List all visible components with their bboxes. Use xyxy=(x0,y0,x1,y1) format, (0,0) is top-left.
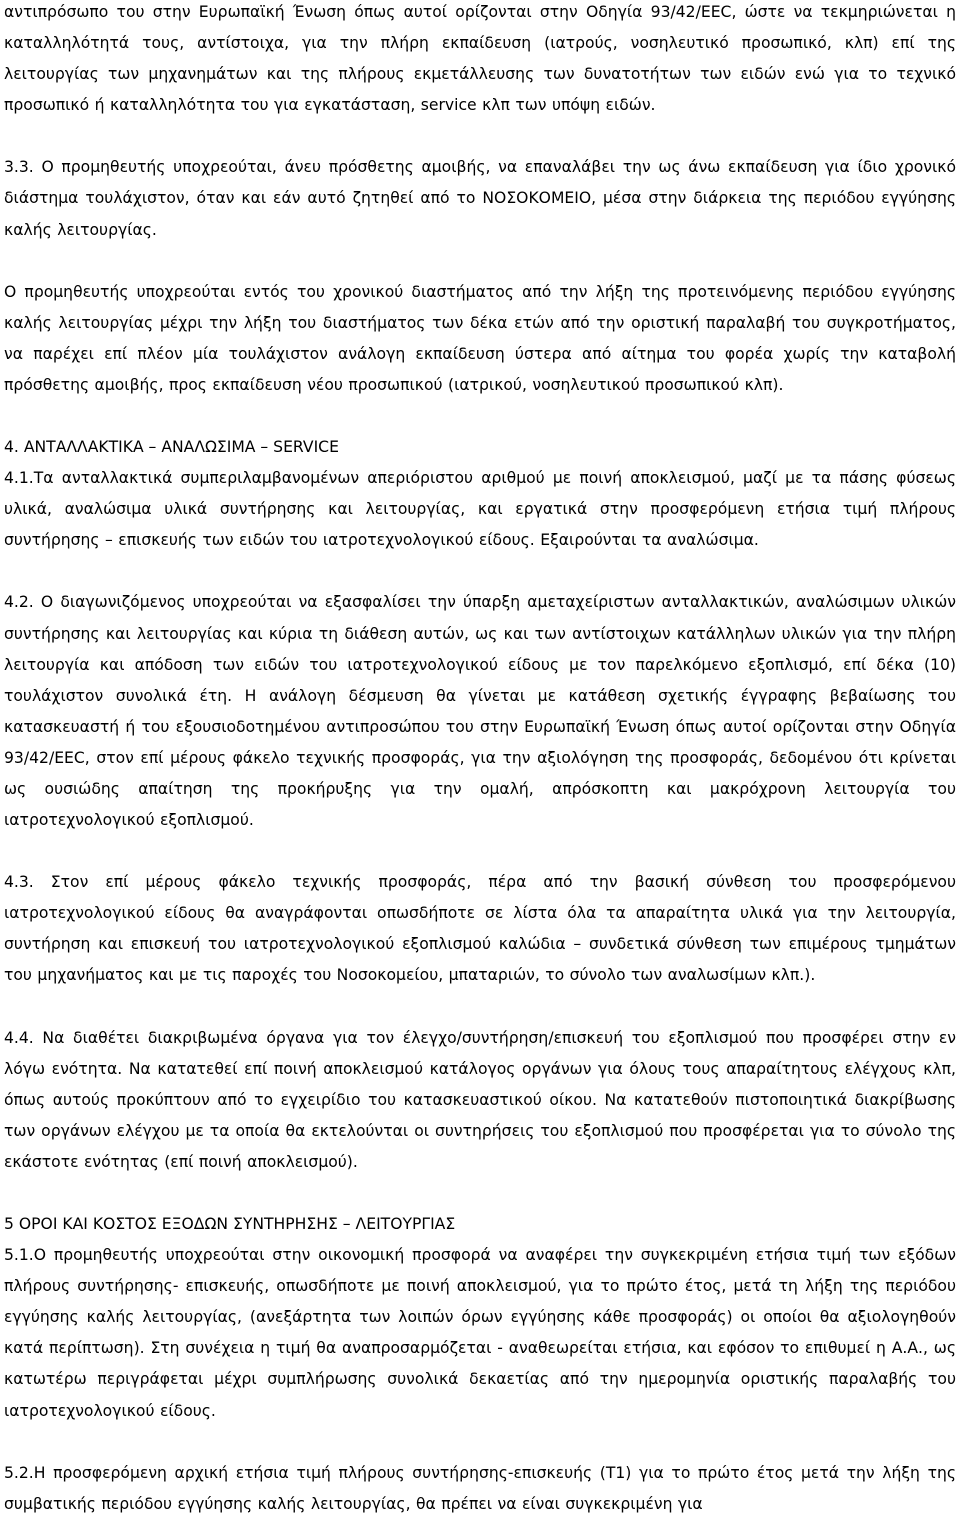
section-5-heading: 5 ΟΡΟΙ ΚΑΙ ΚΟΣΤΟΣ ΕΞΟΔΩΝ ΣΥΝΤΗΡΗΣΗΣ – ΛΕΙΤΟΥΡΓΙΑΣ xyxy=(4,1215,456,1233)
paragraph-4-3: 4.3. Στον επί μέρους φάκελο τεχνικής προσφοράς, πέρα από την βασική σύνθεση του προσφερόμενου ιατροτεχνολογικού είδους θα αναγράφονται οπωσδήποτε σε λίστα όλα τα απαραίτητα υλικά για την λειτουργία, συντήρηση και επισκευή του ιατροτεχνολογικού εξοπλισμού καλώδια – συνδετικά σύνθεση των επιμέρους τμημάτων του μηχανήματος και με τις παροχές του Νοσοκομείου, μπαταριών, το σύνολο των αναλωσίμων κλπ.). xyxy=(4,873,956,985)
paragraph-spacer xyxy=(4,246,956,277)
paragraph-supplier-training: Ο προμηθευτής υποχρεούται εντός του χρονικού διαστήματος από την λήξη της προτεινόμενης περιόδου εγγύησης καλής λειτουργίας μέχρι την λήξη του διαστήματος των δέκα ετών από την οριστική παραλαβή του συγκροτήματος, να παρέχει επί πλέον μία τουλάχιστον ανάλογη εκπαίδευση ύστερα από αίτημα του φορέα χωρίς την καταβολή πρόσθετης αμοιβής, προς εκπαίδευση νέου προσωπικού (ιατρικού, νοσηλευτικού προσωπικού κλπ). xyxy=(4,282,956,394)
paragraph-4-2: 4.2. Ο διαγωνιζόμενος υποχρεούται να εξασφαλίσει την ύπαρξη αμεταχείριστων ανταλλακτικών, αναλώσιμων υλικών συντήρησης και λειτουργίας και κύρια τη διάθεση αυτών, ως και των αντίστοιχων κατάλληλων υλικών για την πλήρη λειτουργία και απόδοση των ειδών του ιατροτεχνολογικού είδους με τον παρελκόμενο εξοπλισμό, επί δέκα (10) τουλάχιστον συνολικά έτη. Η ανάλογη δέσμευση θα γίνεται με κατάθεση σχετικής έγγραφης βεβαίωσης του κατασκευαστή ή του εξουσιοδοτημένου αντιπροσώπου του στην Ευρωπαϊκή Ένωση όπως αυτοί ορίζονται στην Οδηγία 93/42/ΕΕC, στον επί μέρους φάκελο τεχνικής προσφοράς, για την αξιολόγηση της προσφοράς, δεδομένου ότι κρίνεται ως ουσιώδης απαίτηση της προκήρυξης για την ομαλή, απρόσκοπτη και μακρόχρονη λειτουργία του ιατροτεχνολογικού εξοπλισμού. xyxy=(4,593,956,830)
paragraph-spacer xyxy=(4,1427,956,1458)
paragraph-spacer xyxy=(4,121,956,152)
paragraph-4-1: 4.1.Τα ανταλλακτικά συμπεριλαμβανομένων απεριόριστου αριθμού με ποινή αποκλεισμού, μαζί με τα πάσης φύσεως υλικά, αναλώσιμα υλικά συντήρησης και λειτουργίας, και εργατικά στην προσφερόμενη ετήσια τιμή πλήρους συντήρησης – επισκευής των ειδών του ιατροτεχνολογικού είδους. Εξαιρούνται τα αναλώσιμα. xyxy=(4,469,956,550)
paragraph-training-clause-continuation: αντιπρόσωπο του στην Ευρωπαϊκή Ένωση όπως αυτοί ορίζονται στην Οδηγία 93/42/ΕΕC, ώστε να τεκμηριώνεται η καταλληλότητά τους, αντίστοιχα, για την πλήρη εκπαίδευση (ιατρούς, νοσηλευτικό προσωπικό, κλπ) επί της λειτουργίας των μηχανημάτων και της πλήρους εκμετάλλευσης των δυνατοτήτων των ειδών ενώ για το τεχνικό προσωπικό ή καταλληλότητα του για εγκατάσταση, service κλπ των υπόψη ειδών. xyxy=(4,3,956,115)
paragraph-5-2: 5.2.Η προσφερόμενη αρχική ετήσια τιμή πλήρους συντήρησης-επισκευής (Τ1) για το πρώτο έτος μετά την λήξη της συμβατικής περιόδου εγγύησης καλής λειτουργίας, θα πρέπει να είναι συγκεκριμένη για xyxy=(4,1463,956,1513)
paragraph-spacer xyxy=(4,992,956,1023)
section-4-heading: 4. ΑΝΤΑΛΛΑΚΤΙΚΑ – ΑΝΑΛΩΣΙΜΑ – SERVICE xyxy=(4,438,339,457)
paragraph-4-4: 4.4. Να διαθέτει διακριβωμένα όργανα για τον έλεγχο/συντήρηση/επισκευή του εξοπλισμού που προσφέρει στην εν λόγω ενότητα. Να κατατεθεί επί ποινή αποκλεισμού κατάλογος οργάνων για όλους τους απαραίτητους ελέγχους κλπ, όπως αυτούς προκύπτουν από το εγχειρίδιο του κατασκευαστικού οίκου. Να κατατεθούν πιστοποιητικά διακρίβωσης των οργάνων ελέγχου με τα οποία θα εκτελούνται οι συντηρήσεις του εξοπλισμού που προσφέρεται για το σύνολο της εκάστοτε ενότητας (επί ποινή αποκλεισμού). xyxy=(4,1028,956,1171)
paragraph-spacer xyxy=(4,1178,956,1209)
paragraph-spacer xyxy=(4,836,956,867)
document-page xyxy=(4,0,956,1520)
paragraph-spacer xyxy=(4,556,956,587)
paragraph-3-3: 3.3. Ο προμηθευτής υποχρεούται, άνευ πρόσθετης αμοιβής, να επαναλάβει την ως άνω εκπαίδευση για ίδιο χρονικό διάστημα τουλάχιστον, όταν και εάν αυτό ζητηθεί από το ΝΟΣΟΚΟΜΕΙΟ, μέσα στην διάρκεια της περιόδου εγγύησης καλής λειτουργίας. xyxy=(4,158,956,239)
paragraph-5-1: 5.1.Ο προμηθευτής υποχρεούται στην οικονομική προσφορά να αναφέρει την συγκεκριμένη ετήσια τιμή των εξόδων πλήρους συντήρησης- επισκευής, οπωσδήποτε με ποινή αποκλεισμού, για το πρώτο έτος, μετά τη λήξη της περιόδου εγγύησης καλής λειτουργίας, (ανεξάρτητα των λοιπών όρων εγγύησης κάθε προσφοράς) οι οποίοι θα αξιολογηθούν κατά περίπτωση). Στη συνέχεια η τιμή θα αναπροσαρμόζεται - αναθεωρείται ετήσια, και εφόσον το επιθυμεί η Α.Α., ως κατωτέρω περιγράφεται μέχρι συμπλήρωσης συνολικά δεκαετίας από την ημερομηνία οριστικής παραλαβής του ιατροτεχνολογικού είδους. xyxy=(4,1246,956,1420)
paragraph-spacer xyxy=(4,401,956,432)
